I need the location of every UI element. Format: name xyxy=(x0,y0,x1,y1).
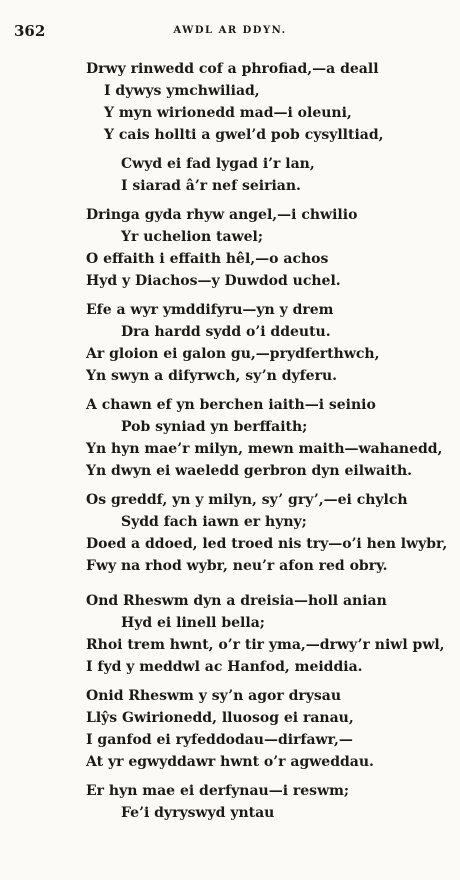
poem-line: Hyd y Diachos—y Duwdod uchel. xyxy=(86,273,341,289)
poem-line: I ganfod ei ryfeddodau—dirfawr,— xyxy=(86,732,353,748)
poem-line: Ar gloion ei galon gu,—prydferthwch, xyxy=(86,346,380,362)
poem-line: Rhoi trem hwnt, o’r tir yma,—drwy’r niwl pwl, xyxy=(86,637,445,653)
poem-line: Yn swyn a difyrwch, sy’n dyferu. xyxy=(86,368,337,384)
poem-line: Hyd ei linell bella; xyxy=(121,615,265,631)
poem-line: Dringa gyda rhyw angel,—i chwilio xyxy=(86,207,358,223)
poem-line: I dywys ymchwiliad, xyxy=(104,83,260,99)
poem-line: Doed a ddoed, led troed nis try—o’i hen lwybr, xyxy=(86,536,448,552)
poem-line: Yn hyn mae’r milyn, mewn maith—wahanedd, xyxy=(86,441,443,457)
poem-line: Onid Rheswm y sy’n agor drysau xyxy=(86,688,342,704)
poem-line: I fyd y meddwl ac Hanfod, meiddia. xyxy=(86,659,363,675)
running-title: AWDL AR DDYN. xyxy=(173,25,287,36)
poem-line: I siarad â’r nef seirian. xyxy=(121,178,301,194)
poem-line: Drwy rinwedd cof a phrofiad,—a deall xyxy=(86,61,379,77)
poem-line: Y cais hollti a gwel’d pob cysylltiad, xyxy=(104,127,384,143)
poem-line: Os greddf, yn y milyn, sy’ gry’,—ei chylch xyxy=(86,492,408,508)
poem-line: Pob syniad yn berffaith; xyxy=(121,419,308,435)
poem-line: Yr uchelion tawel; xyxy=(121,229,264,245)
poem-line: O effaith i effaith hêl,—o achos xyxy=(86,251,329,267)
poem-line: At yr egwyddawr hwnt o’r agweddau. xyxy=(86,754,374,770)
poem-line: Cwyd ei fad lygad i’r lan, xyxy=(121,156,315,172)
page-number: 362 xyxy=(14,22,46,40)
poem-line: Er hyn mae ei derfynau—i reswm; xyxy=(86,783,350,799)
poem-line: Llŷs Gwirionedd, lluosog ei ranau, xyxy=(86,710,354,726)
poem-line: Sydd fach iawn er hyny; xyxy=(121,514,307,530)
poem-line: A chawn ef yn berchen iaith—i seinio xyxy=(86,397,376,413)
poem-line: Fwy na rhod wybr, neu’r afon red obry. xyxy=(86,558,388,574)
poem-line: Yn dwyn ei waeledd gerbron dyn eilwaith. xyxy=(86,463,412,479)
poem-line: Efe a wyr ymddifyru—yn y drem xyxy=(86,302,334,318)
poem-line: Fe’i dyryswyd yntau xyxy=(121,805,275,821)
poem-line: Ond Rheswm dyn a dreisia—holl anian xyxy=(86,593,387,609)
poem-line: Dra hardd sydd o’i ddeutu. xyxy=(121,324,331,340)
poem-line: Y myn wirionedd mad—i oleuni, xyxy=(104,105,352,121)
